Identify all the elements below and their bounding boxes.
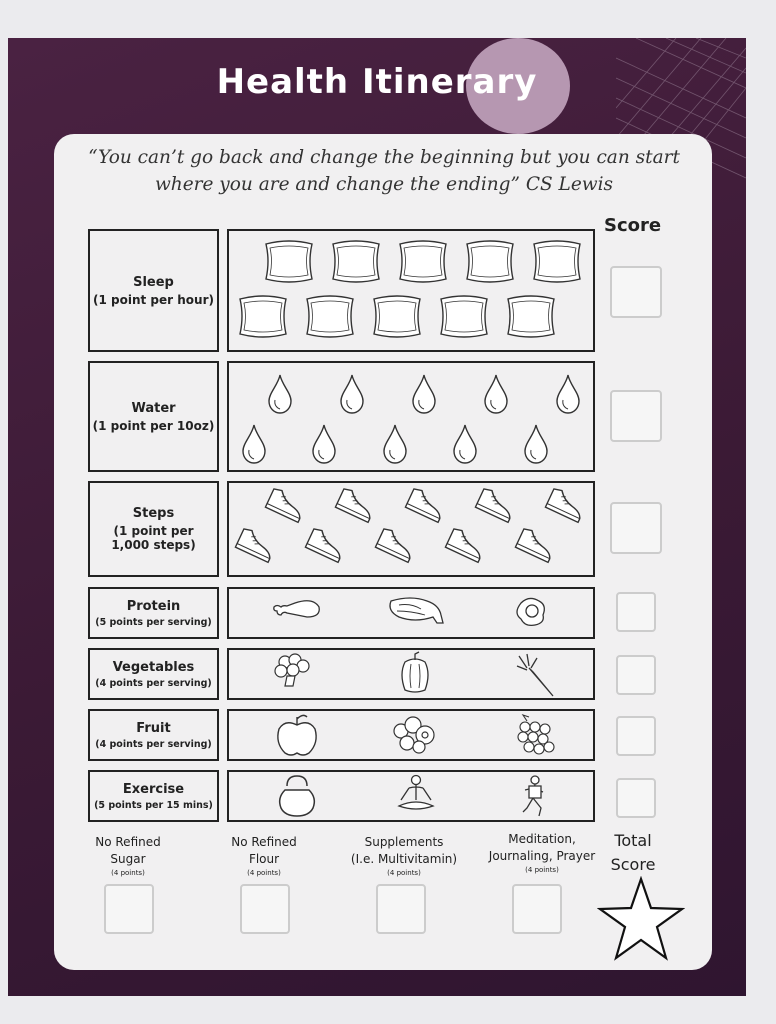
pillow-icon[interactable]: [508, 296, 554, 337]
vegetables-score-box[interactable]: [616, 655, 656, 695]
bonus-no-refined-sugar: [80, 834, 176, 878]
category-label-water: [88, 361, 219, 472]
bonus-line1: No Refined: [95, 835, 161, 849]
bonus-line2: Journaling, Prayer: [488, 849, 596, 863]
bonus-line2: Sugar: [110, 852, 146, 866]
bonus-points: (4 points): [525, 866, 559, 874]
category-rule: (4 points per serving): [95, 738, 212, 750]
total-score-label: [600, 829, 666, 877]
pillow-icon[interactable]: [400, 241, 446, 282]
vegetables-tracker: [227, 648, 595, 700]
bonus-points: (4 points): [111, 869, 145, 877]
category-rule: (5 points per 15 mins): [94, 799, 213, 811]
sneaker-icon[interactable]: [335, 487, 377, 522]
pillow-icon[interactable]: [534, 241, 580, 282]
bonus-no-refined-flour: [216, 834, 312, 878]
water-drop-icon[interactable]: [313, 425, 335, 463]
bonus-meditation-checkbox[interactable]: [512, 884, 562, 934]
exercise-score-box[interactable]: [616, 778, 656, 818]
pillow-icon[interactable]: [240, 296, 286, 337]
water-tracker: [227, 361, 595, 472]
bonus-line2: (I.e. Multivitamin): [350, 852, 458, 866]
exercise-tracker: [227, 770, 595, 822]
bell-pepper-icon[interactable]: [402, 652, 428, 692]
apple-icon[interactable]: [278, 715, 316, 755]
fruit-tracker: [227, 709, 595, 761]
category-label-steps: [88, 481, 219, 577]
bonus-line1: Supplements: [364, 835, 444, 849]
category-name: Water: [131, 400, 176, 416]
chicken-leg-icon[interactable]: [274, 601, 319, 617]
runner-icon[interactable]: [523, 776, 543, 816]
category-name: Steps: [132, 506, 175, 521]
steps-tracker: [227, 481, 595, 577]
sneaker-icon[interactable]: [265, 487, 307, 522]
quote-text: “You can’t go back and change the beginning but you can start where you are and change the ending” CS Lewis: [88, 147, 680, 195]
sleep-tracker: [227, 229, 595, 352]
category-rule: (5 points per serving): [95, 616, 212, 628]
berries-icon[interactable]: [394, 717, 434, 753]
bonus-points: (4 points): [387, 869, 421, 877]
category-rule: (1 point per 10oz): [92, 418, 215, 433]
bonus-line2: Flour: [248, 852, 280, 866]
total-line2: Score: [610, 855, 656, 874]
bonus-sugar-checkbox[interactable]: [104, 884, 154, 934]
sneaker-icon[interactable]: [545, 487, 587, 522]
water-drop-icon[interactable]: [384, 425, 406, 463]
bonus-line1: Meditation,: [508, 832, 576, 846]
star-icon[interactable]: [597, 876, 685, 962]
category-name: Protein: [126, 598, 181, 614]
score-header: Score: [604, 215, 662, 236]
water-drop-icon[interactable]: [454, 425, 476, 463]
bonus-line1: No Refined: [231, 835, 297, 849]
bonus-supplements: [342, 834, 466, 878]
category-name: Fruit: [136, 720, 171, 736]
kettlebell-icon[interactable]: [280, 776, 315, 816]
water-drop-icon[interactable]: [557, 375, 579, 413]
bonus-meditation: [482, 831, 602, 875]
meditation-icon[interactable]: [399, 776, 433, 810]
bonus-supplements-checkbox[interactable]: [376, 884, 426, 934]
page-title: Health Itinerary: [216, 62, 538, 102]
carrot-icon[interactable]: [517, 654, 553, 696]
category-label-protein: [88, 587, 219, 639]
category-rule: (1 point per hour): [93, 292, 214, 307]
steak-icon[interactable]: [390, 598, 443, 623]
pillow-icon[interactable]: [374, 296, 420, 337]
total-line1: Total: [614, 831, 652, 850]
fruit-score-box[interactable]: [616, 716, 656, 756]
water-drop-icon[interactable]: [485, 375, 507, 413]
sneaker-icon[interactable]: [305, 527, 347, 562]
category-name: Exercise: [122, 781, 185, 797]
pillow-icon[interactable]: [307, 296, 353, 337]
category-rule: (1 point per 1,000 steps): [111, 524, 196, 552]
category-rule: (4 points per serving): [95, 677, 212, 689]
pillow-icon[interactable]: [441, 296, 487, 337]
category-label-fruit: [88, 709, 219, 761]
broccoli-icon[interactable]: [275, 654, 309, 686]
sneaker-icon[interactable]: [475, 487, 517, 522]
water-drop-icon[interactable]: [525, 425, 547, 463]
fried-egg-icon[interactable]: [517, 598, 544, 625]
water-drop-icon[interactable]: [269, 375, 291, 413]
sneaker-icon[interactable]: [375, 527, 417, 562]
bonus-points: (4 points): [247, 869, 281, 877]
pillow-icon[interactable]: [266, 241, 312, 282]
sneaker-icon[interactable]: [445, 527, 487, 562]
water-drop-icon[interactable]: [243, 425, 265, 463]
category-label-vegetables: [88, 648, 219, 700]
sneaker-icon[interactable]: [405, 487, 447, 522]
protein-tracker: [227, 587, 595, 639]
sneaker-icon[interactable]: [235, 527, 277, 562]
bonus-flour-checkbox[interactable]: [240, 884, 290, 934]
protein-score-box[interactable]: [616, 592, 656, 632]
pillow-icon[interactable]: [467, 241, 513, 282]
water-drop-icon[interactable]: [413, 375, 435, 413]
pillow-icon[interactable]: [333, 241, 379, 282]
steps-score-box[interactable]: [610, 502, 662, 554]
category-name: Sleep: [133, 274, 174, 290]
sneaker-icon[interactable]: [515, 527, 557, 562]
grapes-icon[interactable]: [518, 715, 554, 754]
water-score-box[interactable]: [610, 390, 662, 442]
sleep-score-box[interactable]: [610, 266, 662, 318]
water-drop-icon[interactable]: [341, 375, 363, 413]
category-label-exercise: [88, 770, 219, 822]
category-name: Vegetables: [112, 659, 195, 675]
category-label-sleep: [88, 229, 219, 352]
